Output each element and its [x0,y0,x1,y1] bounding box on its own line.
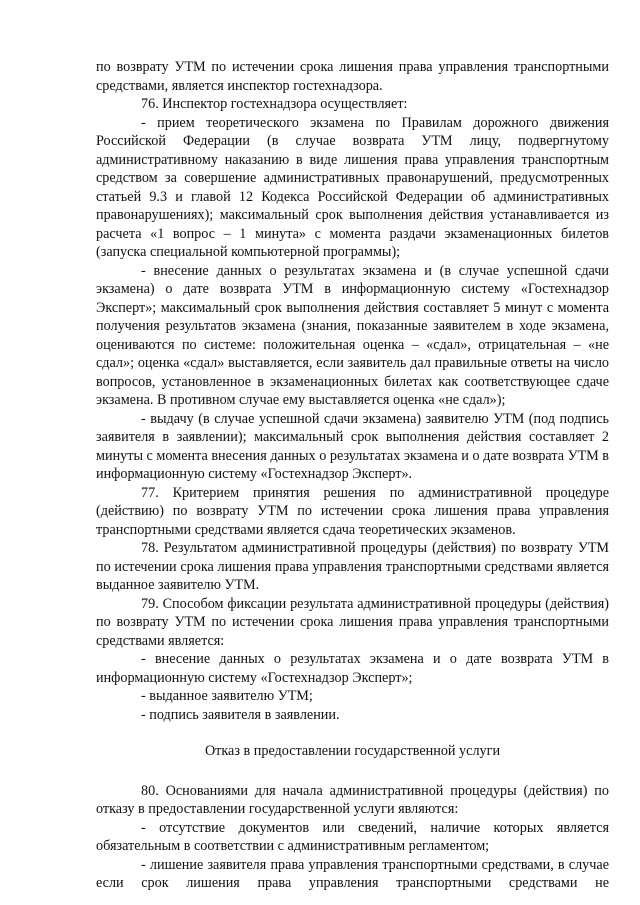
paragraph-item-79: 79. Способом фиксации результата административной процедуры (действия) по возврату УТМ по истечении срока лишения права управления транспортными средствами является: [96,595,609,649]
paragraph-item-76: 76. Инспектор гостехнадзора осуществляет: [141,96,408,112]
bullet-data-entry: - внесение данных о результатах экзамена и (в случае успешной сдачи экзамена) о дате возврата УТМ в информационную систему «Гостехнадзор Эксперт»; максимальный срок выполнения действия составляет 5 минут с момента получения результатов экзамена (знания, показанные заявителем в ходе экзамена, оцениваются по системе: положительная оценка – «сдал», отрицательная – «не сдал»; оценка «сдал» выставляется, если заявитель дал правильные ответы на число вопросов, установленное в экзаменационных билетах как соответствующее сдаче экзамена. В противном случае ему выставляется оценка «не сдал»); [96,262,609,408]
paragraph-item-80: 80. Основаниями для начала административной процедуры (действия) по отказу в предоставлении государственной услуги являются: [96,782,609,817]
bullet-exam-acceptance: - прием теоретического экзамена по Правилам дорожного движения Российской Федерации (в случае возврата УТМ лицу, подвергнутому административному наказанию в виде лишения права управления транспортным средством за совершение административных правонарушений, предусмотренных статьей 9.3 и главой 12 Кодекса Российской Федерации об административных правонарушениях); максимальный срок выполнения действия устанавливается из расчета «1 вопрос – 1 минута» с момента раздачи экзаменационных билетов (запуска специальной компьютерной программы); [96,114,609,260]
document-page [96,58,609,893]
bullet-signature: - подпись заявителя в заявлении. [141,706,340,723]
paragraph: по возврату УТМ по истечении срока лишения права управления транспортными средствами, является инспектор гостехнадзора. [96,59,609,94]
bullet-missing-documents: - отсутствие документов или сведений, наличие которых является обязательным в соответствии с административным регламентом; [96,819,609,854]
section-heading: Отказ в предоставлении государственной услуги [204,743,501,759]
bullet-deprivation: - лишение заявителя права управления транспортными средствами, в случае если срок лишения права управления транспортными средствами не [96,856,609,891]
bullet-issued-utm: - выданное заявителю УТМ; [141,688,313,704]
paragraph-item-78: 78. Результатом административной процедуры (действия) по возврату УТМ по истечении срока лишения права управления транспортными средствами является выданное заявителю УТМ. [96,540,609,593]
bullet-issuance: - выдачу (в случае успешной сдачи экзамена) заявителю УТМ (под подпись заявителя в заявлении); максимальный срок выполнения действия составляет 2 минуты с момента внесения данных о результатах экзамена и о дате возврата УТМ в информационную систему «Гостехнадзор Эксперт». [96,410,609,482]
bullet-data-entry-result: - внесение данных о результатах экзамена и о дате возврата УТМ в информационную систему «Гостехнадзор Эксперт»; [96,651,609,686]
paragraph-item-77: 77. Критерием принятия решения по административной процедуре (действию) по возврату УТМ по истечении срока лишения права управления транспортными средствами является сдача теоретических экзаменов. [96,484,609,538]
